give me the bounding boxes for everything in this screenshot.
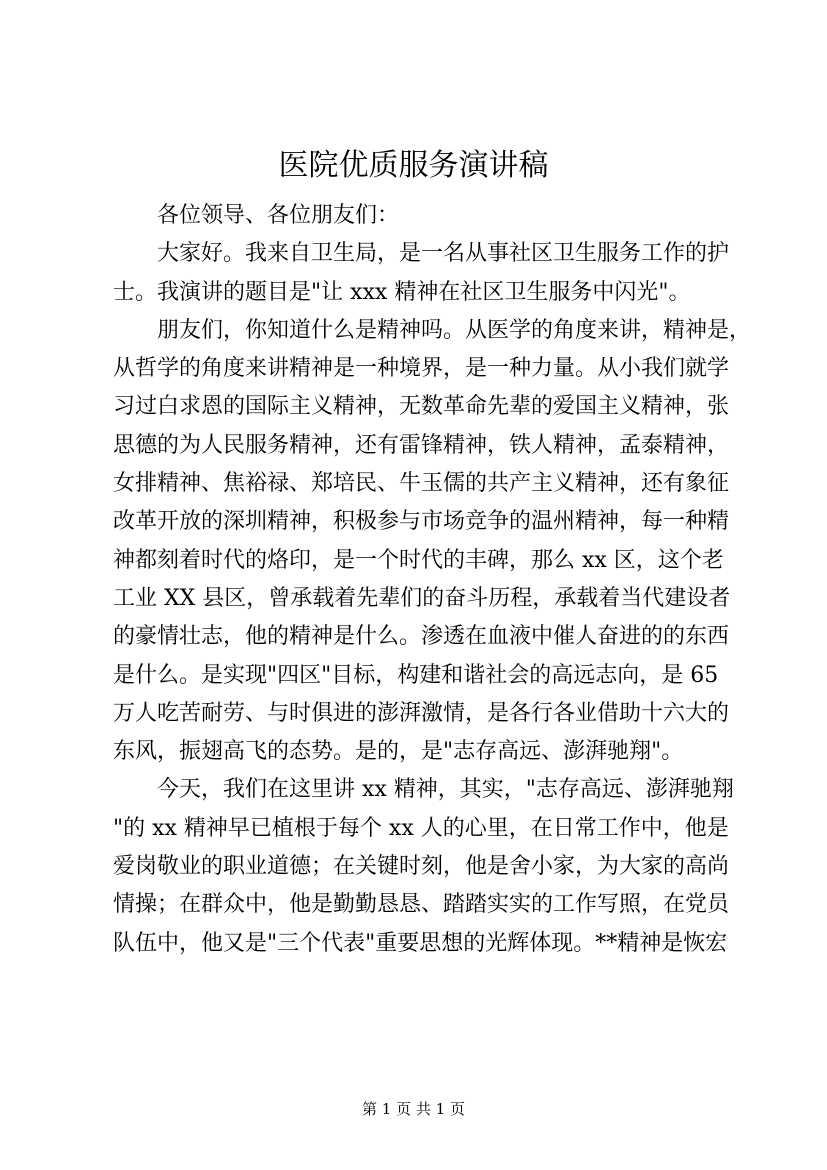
page-footer: 第 1 页 共 1 页 (362, 1100, 465, 1118)
text-line: 思德的为人民服务精神，还有雷锋精神，铁人精神，孟泰精神， (113, 432, 730, 458)
paragraph-intro (113, 235, 730, 312)
text-line: 女排精神、焦裕禄、郑培民、牛玉儒的共产主义精神，还有象征 (113, 471, 730, 497)
text-line: 改革开放的深圳精神，积极参与市场竞争的温州精神，每一种精 (113, 509, 730, 535)
document-body (113, 197, 752, 963)
text-line: 神都刻着时代的烙印，是一个时代的丰碑，那么 xx 区，这个老 (113, 547, 724, 573)
text-line: 队伍中，他又是"三个代表"重要思想的光辉体现。**精神是恢宏 (113, 930, 728, 956)
paragraph-today (113, 771, 734, 962)
text-line: 爱岗敬业的职业道德；在关键时刻，他是舍小家，为大家的高尚 (113, 854, 730, 880)
text-line: 万人吃苦耐劳、与时俱进的澎湃激情，是各行各业借助十六大的 (113, 700, 730, 726)
text-line: 东风，振翅高飞的态势。是的，是"志存高远、澎湃驰翔"。 (113, 739, 684, 765)
text-line: 工业 XX 县区，曾承载着先辈们的奋斗历程，承载着当代建设者 (113, 585, 731, 611)
text-line: 从哲学的角度来讲精神是一种境界，是一种力量。从小我们就学 (113, 356, 730, 382)
text-line: "的 xx 精神早已植根于每个 xx 人的心里，在日常工作中，他是 (113, 815, 729, 841)
text-line: 士。我演讲的题目是"让 xxx 精神在社区卫生服务中闪光"。 (113, 279, 691, 305)
paragraph-spirit (113, 312, 752, 772)
text-line: 今天，我们在这里讲 xx 精神，其实，"志存高远、澎湃驰翔 (157, 777, 734, 803)
text-line: 是什么。是实现"四区"目标，构建和谐社会的高远志向，是 65 (113, 662, 719, 688)
text-line: 各位领导、各位朋友们： (157, 203, 400, 228)
document-title: 医院优质服务演讲稿 (278, 148, 549, 183)
text-line: 大家好。我来自卫生局，是一名从事社区卫生服务工作的护 (157, 241, 730, 267)
text-line: 情操；在群众中，他是勤勤恳恳、踏踏实实的工作写照，在党员 (113, 892, 730, 918)
text-line: 的豪情壮志，他的精神是什么。渗透在血液中催人奋进的的东西 (113, 624, 730, 650)
text-line: 朋友们，你知道什么是精神吗。从医学的角度来讲，精神是， (157, 317, 752, 343)
paragraph-greeting (113, 197, 719, 235)
text-line: 习过白求恩的国际主义精神，无数革命先辈的爱国主义精神，张 (113, 394, 730, 420)
